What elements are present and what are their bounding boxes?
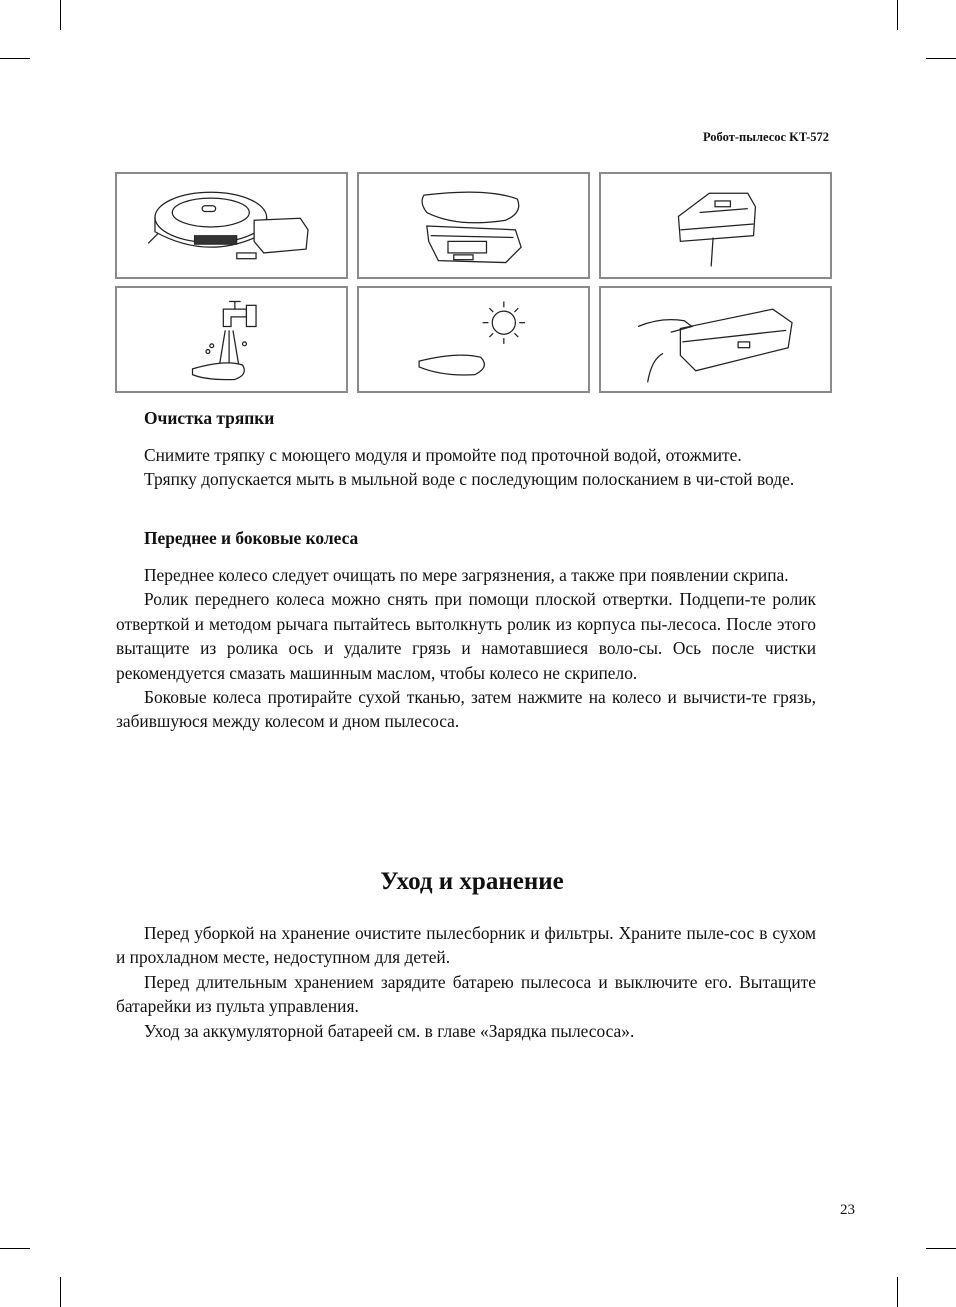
section-body-cloth	[116, 443, 816, 492]
paragraph: Перед уборкой на хранение очистите пылесборник и фильтры. Храните пыле-сос в сухом и прохладном месте, недоступном для детей.	[116, 923, 816, 968]
crop-mark	[897, 0, 898, 30]
paragraph: Переднее колесо следует очищать по мере загрязнения, а также при появлении скрипа.	[144, 565, 789, 585]
crop-mark	[926, 58, 956, 59]
robot-vacuum-icon	[117, 174, 346, 277]
sun-icon	[359, 288, 588, 391]
paragraph: Уход за аккумуляторной батареей см. в главе «Зарядка пылесоса».	[144, 1020, 635, 1041]
figure-attaching	[599, 286, 832, 393]
paragraph: Снимите тряпку с моющего модуля и промойте под проточной водой, отожмите.	[144, 445, 742, 465]
mop-module-icon	[359, 174, 588, 277]
crop-mark	[0, 1248, 30, 1249]
figure-drying	[357, 286, 590, 393]
paragraph: Ролик переднего колеса можно снять при помощи плоской отвертки. Подцепи-те ролик отверткой и методом рычага пытайтесь вытолкнуть ролик из корпуса пы-лесоса. После этого вытащите из ролика ось и удалите грязь и намотавшиеся воло-сы. Ось после чистки рекомендуется смазать машинным маслом, чтобы колесо не скрипело.	[116, 589, 816, 683]
crop-mark	[60, 1277, 61, 1307]
paragraph: Тряпку допускается мыть в мыльной воде с последующим полосканием в чи-стой воде.	[144, 469, 795, 490]
crop-mark	[0, 58, 30, 59]
crop-mark	[926, 1248, 956, 1249]
section-heading-wheels: Переднее и боковые колеса	[144, 528, 359, 548]
section-title-storage: Уход и хранение	[380, 868, 564, 895]
faucet-icon	[117, 288, 346, 391]
paragraph: Перед длительным хранением зарядите батарею пылесоса и выключите его. Вытащите батарейки из пульта управления.	[116, 971, 816, 1017]
section-body-wheels	[116, 563, 816, 734]
crop-mark	[897, 1277, 898, 1307]
running-header: Робот-пылесос KT-572	[702, 130, 829, 144]
section-heading-cloth: Очистка тряпки	[144, 408, 275, 428]
mop-holder-icon	[601, 174, 830, 277]
hand-with-mop-icon	[601, 288, 830, 391]
page-number: 23	[840, 1202, 855, 1218]
section-body-storage	[116, 921, 816, 1043]
figure-washing	[115, 286, 348, 393]
figure-mop-parts	[357, 172, 590, 279]
paragraph: Боковые колеса протирайте сухой тканью, затем нажмите на колесо и вычисти-те грязь, забившуюся между колесом и дном пылесоса.	[116, 687, 816, 732]
figure-robot-top	[115, 172, 348, 279]
figure-mop-holder	[599, 172, 832, 279]
crop-mark	[60, 0, 61, 30]
